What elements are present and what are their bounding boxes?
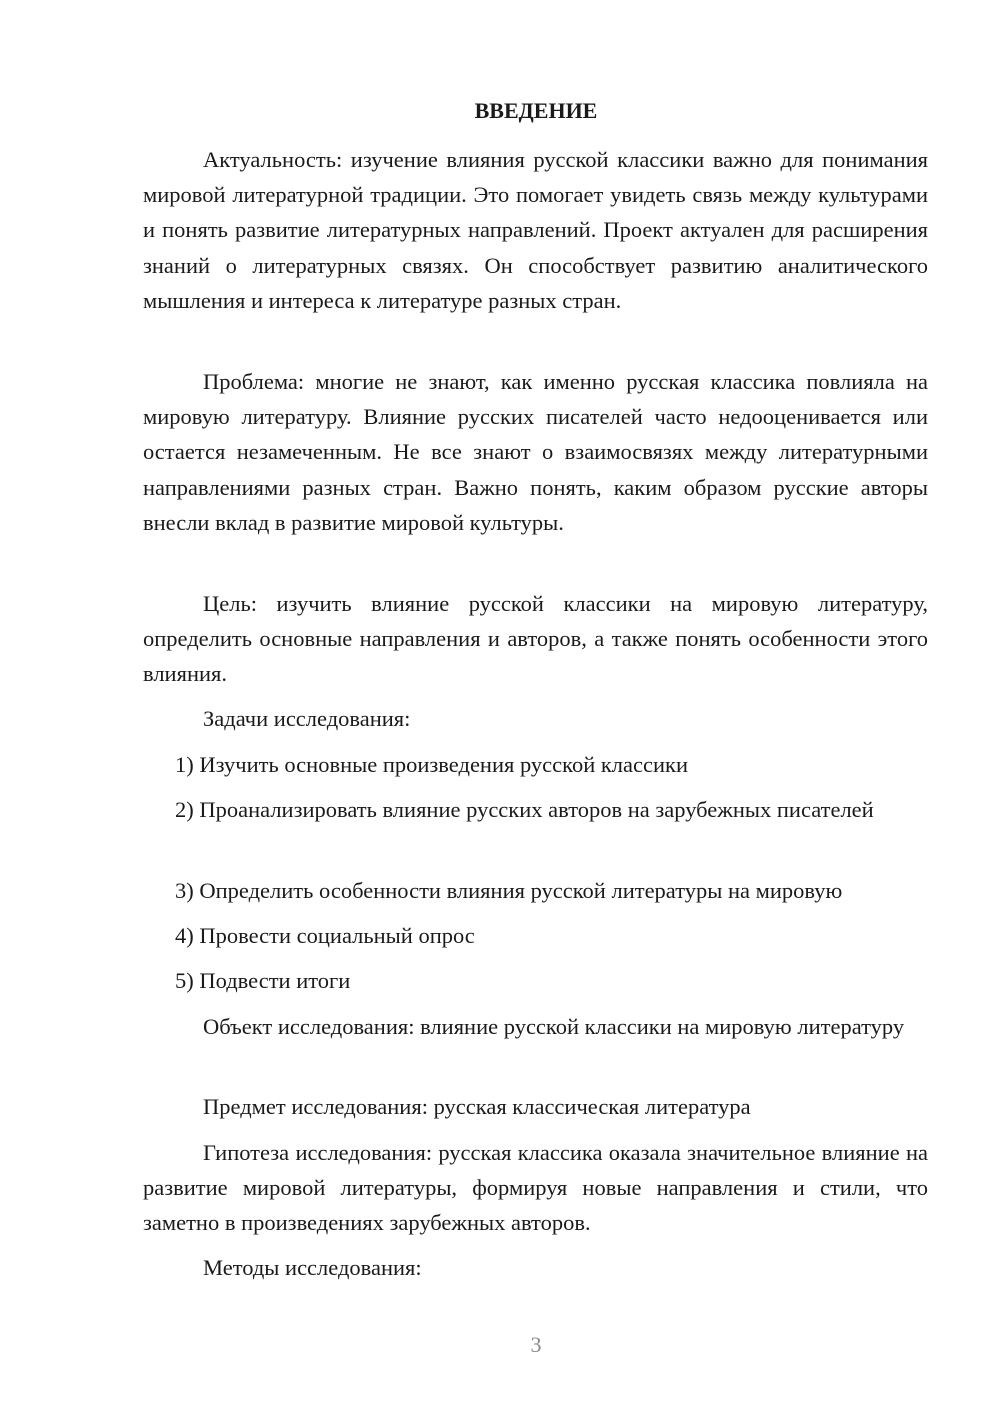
task-item-4: 4) Провести социальный опрос (175, 923, 475, 948)
paragraph-problem: Проблема: многие не знают, как именно русская классика повлияла на мировую литературу. Влияние русских писателей часто недооценивается или остается незамеченным. Не все знают о взаимосвязях между литературными направлениями разных стран. Важно понять, каким образом русские авторы внесли вклад в развитие мировой культуры. (143, 369, 928, 535)
task-item-2: 2) Проанализировать влияние русских авторов на зарубежных писателей (175, 797, 874, 822)
paragraph-relevance: Актуальность: изучение влияния русской классики важно для понимания мировой литературной традиции. Это помогает увидеть связь между культурами и понять развитие литературных направлений. Проект актуален для расширения знаний о литературных связях. Он способствует развитию аналитического мышления и интереса к литературе разных стран. (143, 147, 928, 313)
page-number: 3 (530, 1332, 542, 1357)
tasks-heading: Задачи исследования: (203, 706, 411, 731)
paragraph-goal: Цель: изучить влияние русской классики на мировую литературу, определить основные направления и авторов, а также понять особенности этого влияния. (143, 591, 928, 687)
paragraph-hypothesis: Гипотеза исследования: русская классика оказала значительное влияние на развитие мировой литературы, формируя новые направления и стили, что заметно в произведениях зарубежных авторов. (143, 1140, 928, 1236)
task-item-1: 1) Изучить основные произведения русской классики (175, 752, 688, 777)
task-item-3: 3) Определить особенности влияния русской литературы на мировую (175, 878, 843, 903)
section-title: ВВЕДЕНИЕ (474, 98, 598, 123)
task-item-5: 5) Подвести итоги (175, 968, 351, 993)
methods-heading: Методы исследования: (203, 1255, 422, 1280)
paragraph-object: Объект исследования: влияние русской классики на мировую литературу (203, 1014, 905, 1039)
paragraph-subject: Предмет исследования: русская классическая литература (203, 1094, 751, 1119)
